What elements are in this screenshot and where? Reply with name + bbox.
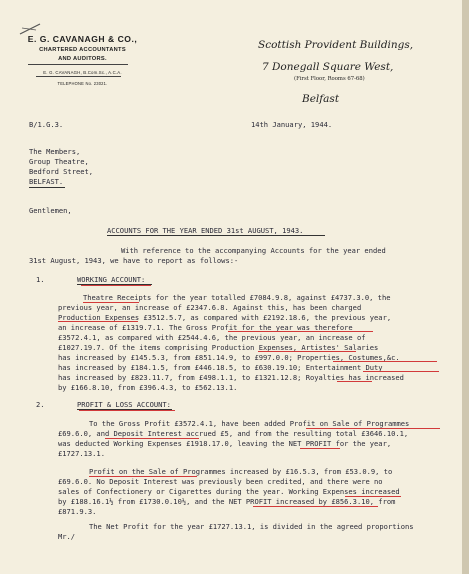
section-number: 2.: [36, 400, 45, 409]
letterhead-rule-2: [36, 76, 121, 77]
body-line: £69.6.0. No Deposit Interest was previously been credited, and there were no: [58, 477, 383, 486]
red-underline: [345, 496, 401, 497]
recipient-line: BELFAST.: [29, 177, 64, 186]
body-line: was deducted Working Expenses £1918.17.0, leaving the NET PROFIT for the year,: [58, 439, 392, 448]
red-underline: [300, 448, 340, 449]
recipient-line: Group Theatre,: [29, 157, 89, 166]
body-line: Production Expenses £3512.5.7, as compared with £2192.18.6, the previous year,: [58, 313, 392, 322]
body-line: The Net Profit for the year £1727.13.1, is divided in the agreed proportions: [89, 522, 414, 531]
section-heading: WORKING ACCOUNT:: [77, 275, 146, 284]
reference-code: B/1.G.3.: [29, 120, 64, 129]
recipient-underline: [29, 187, 65, 188]
red-underline: [306, 428, 440, 429]
red-underline: [79, 410, 175, 411]
red-underline: [258, 351, 356, 352]
page-edge: [462, 0, 469, 574]
section-heading: PROFIT & LOSS ACCOUNT:: [77, 400, 171, 409]
address-line-2: 7 Donegall Square West,: [262, 61, 394, 73]
subject-underline: [107, 235, 325, 236]
firm-telephone: TELEPHONE No. 23021.: [57, 81, 108, 86]
letterhead-rule: [28, 64, 128, 65]
body-line: previous year, an increase of £2347.6.8. Against this, has been charged: [58, 303, 362, 312]
body-line: sales of Confectionery or Cigarettes during the year. Working Expenses increased: [58, 487, 400, 496]
firm-partners: E. G. CAVANAGH, B.Com.Sc., A.C.A.: [43, 70, 122, 75]
body-line: by £188.16.1½ from £1730.0.10½, and the NET PROFIT increased by £856.3.10, from: [58, 497, 396, 506]
continuation-mark: Mr./: [58, 532, 76, 541]
red-underline: [253, 506, 378, 507]
body-line: has increased by £184.1.5, from £446.18.5, to £630.19.10; Entertainment Duty: [58, 363, 383, 372]
body-line: To the Gross Profit £3572.4.1, have been added Profit on Sale of Programmes: [89, 419, 410, 428]
body-line: £871.9.3.: [58, 507, 97, 516]
red-underline: [105, 438, 199, 439]
intro-line: 31st August, 1943, we have to report as follows:-: [29, 256, 239, 265]
body-line: has increased by £823.11.7, from £498.1.1, to £1321.12.8; Royalties has increased: [58, 373, 404, 382]
red-underline: [81, 285, 151, 286]
body-line: £1727.13.1.: [58, 449, 105, 458]
address-line-3: (First Floor, Rooms 67-68): [294, 76, 365, 82]
red-underline: [83, 302, 139, 303]
section-number: 1.: [36, 275, 45, 284]
body-line: Theatre Receipts for the year totalled £7084.9.8, against £4737.3.0, the: [83, 293, 391, 302]
recipient-line: The Members,: [29, 147, 81, 156]
red-underline: [89, 476, 197, 477]
firm-title-line-2: AND AUDITORS.: [58, 56, 107, 62]
red-underline: [337, 381, 372, 382]
subject-line: ACCOUNTS FOR THE YEAR ENDED 31st AUGUST, 1943.: [107, 226, 304, 235]
red-underline: [58, 321, 138, 322]
body-line: £1027.19.7. Of the items comprising Production Expenses, Artistes' Salaries: [58, 343, 379, 352]
body-line: £69.6.0, and Deposit Interest accrued £5, and from the resulting total £3646.10.1,: [58, 429, 409, 438]
body-line: Profit on the Sale of Programmes increased by £16.5.3, from £53.0.9, to: [89, 467, 393, 476]
recipient-line: Bedford Street,: [29, 167, 94, 176]
salutation: Gentlemen,: [29, 206, 72, 215]
body-line: has increased by £145.5.3, from £851.14.9, to £997.0.0; Properties, Costumes,&c.: [58, 353, 400, 362]
body-line: by £166.8.10, from £396.4.3, to £562.13.1.: [58, 383, 238, 392]
intro-line: With reference to the accompanying Accounts for the year ended: [121, 246, 386, 255]
address-city: Belfast: [302, 93, 340, 105]
firm-title-line: CHARTERED ACCOUNTANTS: [39, 47, 126, 53]
red-underline: [333, 361, 437, 362]
firm-name: E. G. CAVANAGH & CO.,: [27, 34, 138, 44]
red-underline: [363, 371, 439, 372]
address-line-1: Scottish Provident Buildings,: [258, 39, 414, 51]
letter-date: 14th January, 1944.: [251, 120, 333, 129]
red-underline: [228, 331, 373, 332]
body-line: £3572.4.1, as compared with £2544.4.6, the previous year, an increase of: [58, 333, 366, 342]
body-line: an increase of £1319.7.1. The Gross Profit for the year was therefore: [58, 323, 353, 332]
